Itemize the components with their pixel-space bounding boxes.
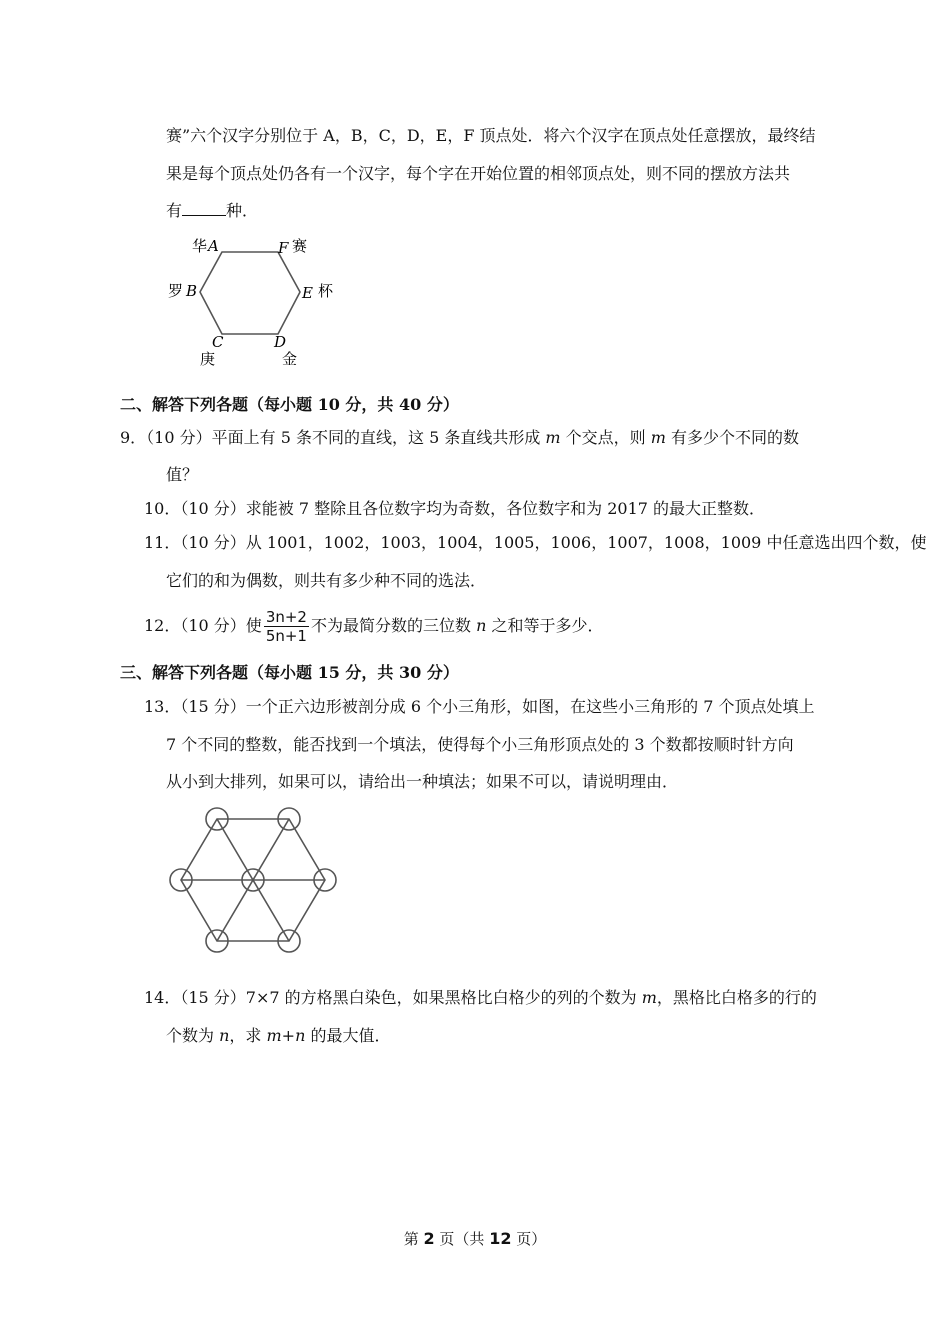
q8-line-2: 果是每个顶点处仍各有一个汉字，每个字在开始位置的相邻顶点处，则不同的摆放方法共 (166, 164, 791, 183)
q14-line-1-post: ，黑格比白格多的行的 (656, 988, 817, 1007)
q8-line-1: 赛”六个汉字分别位于 A，B，C，D，E，F 顶点处．将六个汉字在顶点处任意摆放，最终结 (166, 126, 816, 145)
vertex-c-char: 庚 (200, 350, 216, 368)
triangulated-hexagon-figure (165, 803, 345, 963)
vertex-a-char: 华 (192, 237, 208, 255)
q12-line (144, 608, 603, 645)
q11-line-1: 11．（10 分）从 1001，1002，1003，1004，1005，1006，1007，1008，1009 中任意选出四个数，使 (144, 533, 927, 552)
answer-blank (182, 201, 226, 216)
q14-var-n: n (219, 1026, 230, 1045)
q9-line-1 (120, 426, 799, 450)
q14-var-m: m (641, 988, 657, 1007)
q8-line-3 (166, 199, 258, 223)
vertex-b-char: 罗 (168, 282, 184, 300)
q12-post: 之和等于多少． (486, 616, 604, 635)
q14-line-1-pre: 14．（15 分）7×7 的方格黑白染色，如果黑格比白格少的列的个数为 (144, 988, 642, 1007)
vertex-a-letter: A (208, 237, 219, 255)
q12-denominator: 5n+1 (265, 627, 307, 645)
vertex-d-char: 金 (282, 350, 298, 368)
q10-text: 10．（10 分）求能被 7 整除且各位数字均为奇数，各位数字和为 2017 的最大正整数． (144, 499, 766, 518)
q13-line-3: 从小到大排列，如果可以，请给出一种填法；如果不可以，请说明理由． (166, 772, 679, 791)
q9-line-1-mid: 个交点，则 (560, 428, 651, 447)
page-footer (0, 1228, 950, 1250)
footer-page-number: 2 (423, 1229, 435, 1248)
footer-post: 页） (511, 1230, 547, 1248)
q8-line-3-post: 种． (226, 201, 259, 220)
vertex-c-letter: C (212, 333, 224, 351)
hexagon-outline (200, 252, 300, 334)
vertex-e-char: 杯 (318, 282, 334, 300)
q9-var-m-2: m (650, 428, 666, 447)
footer-total-pages: 12 (489, 1229, 512, 1248)
hexagon-figure (160, 232, 350, 372)
q12-fraction (264, 608, 309, 645)
q8-line-3-pre: 有 (166, 201, 183, 220)
q14-line-2-post: 的最大值． (305, 1026, 391, 1045)
vertex-d-letter: D (274, 333, 287, 351)
q11-line-2: 它们的和为偶数，则共有多少种不同的选法． (166, 571, 487, 590)
vertex-e-letter: E (302, 284, 313, 302)
vertex-f-char: 赛 (292, 237, 308, 255)
footer-mid: 页（共 (434, 1230, 490, 1248)
q12-numerator: 3n+2 (265, 608, 307, 626)
vertex-f-letter: F (278, 239, 289, 257)
q14-line-1 (144, 986, 817, 1010)
q9-var-m: m (545, 428, 561, 447)
q13-line-2: 7 个不同的整数，能否找到一个填法，使得每个小三角形顶点处的 3 个数都按顺时针方向 (166, 735, 794, 754)
q14-var-m-2: m (266, 1026, 282, 1045)
q14-plus: + (281, 1026, 296, 1045)
q9-line-1-post: 有多少个不同的数 (665, 428, 800, 447)
section-3-heading: 三、解答下列各题（每小题 15 分，共 30 分） (120, 663, 459, 682)
vertex-b-letter: B (186, 282, 198, 300)
q12-mid: 不为最简分数的三位数 (310, 616, 477, 635)
footer-pre: 第 (403, 1230, 424, 1248)
section-2-heading: 二、解答下列各题（每小题 10 分，共 40 分） (120, 395, 459, 414)
q14-var-n-2: n (295, 1026, 306, 1045)
q9-line-1-pre: 9．（10 分）平面上有 5 条不同的直线，这 5 条直线共形成 (120, 428, 546, 447)
q12-var-n: n (476, 616, 487, 635)
q14-line-2 (166, 1024, 390, 1048)
q14-line-2-mid: ，求 (229, 1026, 267, 1045)
q9-line-2: 值？ (166, 465, 199, 484)
q13-line-1: 13．（15 分）一个正六边形被剖分成 6 个小三角形，如图，在这些小三角形的 7 个顶点处填上 (144, 697, 815, 716)
q12-pre: 12．（10 分）使 (144, 616, 262, 635)
q14-line-2-pre: 个数为 (166, 1026, 220, 1045)
